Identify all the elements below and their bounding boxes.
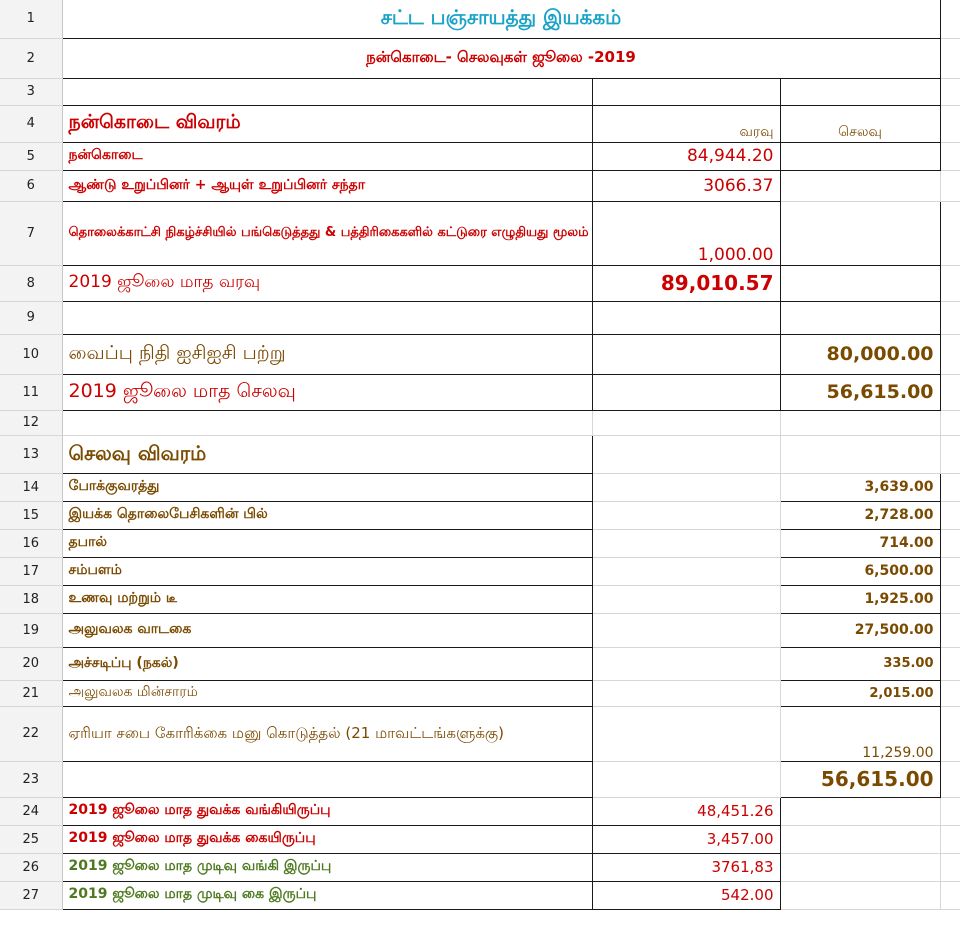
table-row (0, 38, 960, 78)
row-number[interactable]: 19 (0, 613, 62, 647)
expense-label[interactable]: உணவு மற்றும் டீ (62, 585, 592, 613)
expense-value[interactable]: 2,015.00 (780, 680, 940, 706)
row-number[interactable]: 1 (0, 0, 62, 38)
expense-value[interactable]: 1,925.00 (780, 585, 940, 613)
table-row (0, 105, 960, 142)
row-number[interactable]: 25 (0, 825, 62, 853)
expense-label[interactable]: ஏரியா சபை கோரிக்கை மனு கொடுத்தல் (21 மாவட்டங்களுக்கு) (62, 706, 592, 761)
income-label[interactable]: நன்கொடை (62, 142, 592, 170)
income-column-header[interactable]: வரவு (592, 105, 780, 142)
expense-value[interactable]: 11,259.00 (780, 706, 940, 761)
balance-value[interactable]: 542.00 (592, 881, 780, 909)
row-number[interactable]: 14 (0, 473, 62, 501)
table-row (0, 334, 960, 374)
row-number[interactable]: 26 (0, 853, 62, 881)
balance-label[interactable]: 2019 ஜூலை மாத துவக்க கையிருப்பு (62, 825, 592, 853)
row-number[interactable]: 22 (0, 706, 62, 761)
expense-value[interactable]: 3,639.00 (780, 473, 940, 501)
row-number[interactable]: 17 (0, 557, 62, 585)
table-row (0, 374, 960, 410)
table-row (0, 435, 960, 473)
row-number[interactable]: 3 (0, 78, 62, 105)
expense-heading[interactable]: செலவு விவரம் (62, 435, 592, 473)
july-expense-label[interactable]: 2019 ஜூலை மாத செலவு (62, 374, 592, 410)
income-label[interactable]: தொலைக்காட்சி நிகழ்ச்சியில் பங்கெடுத்தது & பத்திரிகைகளில் கட்டுரை எழுதியது மூலம் (62, 201, 592, 265)
row-number[interactable]: 16 (0, 529, 62, 557)
table-row (0, 613, 960, 647)
row-number[interactable]: 8 (0, 265, 62, 301)
reserve-fund-value[interactable]: 80,000.00 (780, 334, 940, 374)
table-row (0, 170, 960, 201)
income-label[interactable]: ஆண்டு உறுப்பினர் + ஆயுள் உறுப்பினர் சந்தா (62, 170, 592, 201)
table-row (0, 585, 960, 613)
sheet-title[interactable]: சட்ட பஞ்சாயத்து இயக்கம் (62, 0, 940, 38)
row-number[interactable]: 20 (0, 647, 62, 680)
expense-total[interactable]: 56,615.00 (780, 761, 940, 797)
table-row (0, 201, 960, 265)
table-row (0, 825, 960, 853)
table-row (0, 706, 960, 761)
row-number[interactable]: 23 (0, 761, 62, 797)
expense-value[interactable]: 714.00 (780, 529, 940, 557)
row-number[interactable]: 2 (0, 38, 62, 78)
table-row (0, 473, 960, 501)
expense-value[interactable]: 2,728.00 (780, 501, 940, 529)
income-heading[interactable]: நன்கொடை விவரம் (62, 105, 592, 142)
row-number[interactable]: 9 (0, 301, 62, 334)
july-income-label[interactable]: 2019 ஜூலை மாத வரவு (62, 265, 592, 301)
reserve-fund-label[interactable]: வைப்பு நிதி ஐசிஐசி பற்று (62, 334, 592, 374)
row-number[interactable]: 27 (0, 881, 62, 909)
expense-column-header[interactable]: செலவு (780, 105, 940, 142)
income-value[interactable]: 3066.37 (592, 170, 780, 201)
expense-label[interactable]: போக்குவரத்து (62, 473, 592, 501)
balance-label[interactable]: 2019 ஜூலை மாத துவக்க வங்கியிருப்பு (62, 797, 592, 825)
row-number[interactable]: 13 (0, 435, 62, 473)
balance-value[interactable]: 3,457.00 (592, 825, 780, 853)
expense-label[interactable]: தபால் (62, 529, 592, 557)
table-row (0, 529, 960, 557)
balance-value[interactable]: 3761,83 (592, 853, 780, 881)
july-expense-value[interactable]: 56,615.00 (780, 374, 940, 410)
row-number[interactable]: 21 (0, 680, 62, 706)
expense-value[interactable]: 335.00 (780, 647, 940, 680)
expense-value[interactable]: 6,500.00 (780, 557, 940, 585)
table-row (0, 0, 960, 38)
row-number[interactable]: 4 (0, 105, 62, 142)
row-number[interactable]: 18 (0, 585, 62, 613)
row-number[interactable]: 12 (0, 410, 62, 435)
table-row (0, 647, 960, 680)
table-row (0, 301, 960, 334)
expense-label[interactable]: அலுவலக மின்சாரம் (62, 680, 592, 706)
balance-label[interactable]: 2019 ஜூலை மாத முடிவு கை இருப்பு (62, 881, 592, 909)
row-number[interactable]: 15 (0, 501, 62, 529)
income-value[interactable]: 84,944.20 (592, 142, 780, 170)
table-row (0, 78, 960, 105)
expense-label[interactable]: சம்பளம் (62, 557, 592, 585)
table-row (0, 680, 960, 706)
sheet-subtitle[interactable]: நன்கொடை- செலவுகள் ஜூலை -2019 (62, 38, 940, 78)
expense-label[interactable]: அலுவலக வாடகை (62, 613, 592, 647)
table-row (0, 265, 960, 301)
table-row (0, 797, 960, 825)
july-income-value[interactable]: 89,010.57 (592, 265, 780, 301)
income-value[interactable]: 1,000.00 (592, 201, 780, 265)
row-number[interactable]: 6 (0, 170, 62, 201)
table-row (0, 853, 960, 881)
table-row (0, 557, 960, 585)
table-row (0, 142, 960, 170)
row-number[interactable]: 11 (0, 374, 62, 410)
row-number[interactable]: 7 (0, 201, 62, 265)
row-number[interactable]: 5 (0, 142, 62, 170)
table-row (0, 761, 960, 797)
table-row (0, 501, 960, 529)
expense-label[interactable]: அச்சடிப்பு (நகல்) (62, 647, 592, 680)
balance-value[interactable]: 48,451.26 (592, 797, 780, 825)
table-row (0, 881, 960, 909)
expense-label[interactable]: இயக்க தொலைபேசிகளின் பில் (62, 501, 592, 529)
table-row (0, 410, 960, 435)
expense-value[interactable]: 27,500.00 (780, 613, 940, 647)
row-number[interactable]: 10 (0, 334, 62, 374)
row-number[interactable]: 24 (0, 797, 62, 825)
balance-label[interactable]: 2019 ஜூலை மாத முடிவு வங்கி இருப்பு (62, 853, 592, 881)
